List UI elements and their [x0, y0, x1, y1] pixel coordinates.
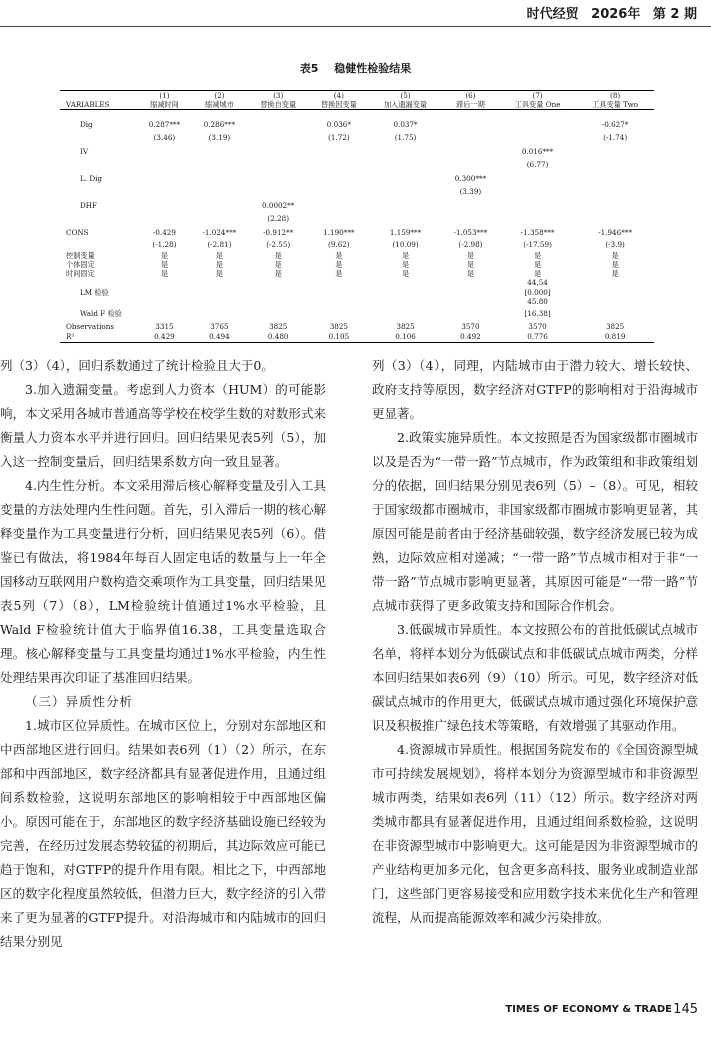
table-cell: 是 [401, 269, 410, 278]
table-cell: 是 [401, 251, 410, 260]
page-number: 145 [673, 1002, 698, 1017]
journal-year: 2026年 [591, 7, 641, 22]
table-cell [576, 145, 654, 157]
table-cell [248, 306, 309, 320]
variables-label: VARIABLES [60, 100, 138, 110]
table-cell: 3825 [396, 321, 415, 331]
table-row [60, 226, 654, 238]
table-cell: 0.016*** [521, 146, 554, 156]
table-cell [138, 287, 191, 297]
table-cell [309, 211, 370, 226]
table-cell [499, 172, 576, 184]
table-row [60, 251, 654, 260]
table-cell: 是 [274, 260, 282, 269]
table-row [60, 172, 654, 184]
table-cell [191, 287, 248, 297]
table-cell [369, 297, 442, 306]
table-row [60, 211, 654, 226]
journal-info [519, 3, 697, 22]
table-cell [138, 211, 191, 226]
table-cell: (6.77) [526, 160, 549, 169]
table-row [60, 184, 654, 199]
table-title [0, 60, 711, 76]
right-column [372, 354, 698, 930]
table-cell: 0.105 [309, 332, 370, 342]
table-header-names [60, 100, 654, 110]
table-cell [138, 306, 191, 320]
table-cell [248, 278, 309, 287]
row-label: Wald F 检验 [80, 308, 122, 318]
row-label: DHF [80, 200, 98, 210]
column-number: (4) [309, 91, 370, 101]
table-cell [191, 172, 248, 184]
table-row [60, 332, 654, 342]
header-blank [60, 91, 138, 101]
table-cell [191, 297, 248, 306]
table-cell: 0.480 [248, 332, 309, 342]
table-row [60, 287, 654, 297]
table-cell [191, 306, 248, 320]
table-cell [138, 172, 191, 184]
table-cell [442, 306, 499, 320]
spacer-cell [60, 110, 654, 119]
table-row [60, 238, 654, 251]
table-cell [309, 172, 370, 184]
table-cell [138, 145, 191, 157]
table-number: 表5 [299, 62, 319, 75]
table-cell: 3570 [528, 321, 547, 331]
table-cell: 3765 [210, 321, 229, 331]
table-cell: 是 [274, 269, 282, 278]
table-cell: -1.024*** [202, 227, 237, 237]
table-cell: (-1.74) [603, 133, 628, 142]
column-number: (6) [442, 91, 499, 101]
column-name: 替换因变量 [309, 100, 370, 110]
table-cell: 是 [215, 269, 223, 278]
paragraph: 3.低碳城市异质性。本文按照公布的首批低碳试点城市名单，将样本划分为低碳试点和非低碳试点城市两类，分样本回归结果如表6列（9）（10）所示。可见，数字经济对低碳试点城市的作用更大，低碳试点城市通过强化环境保护意识及积极推广绿色技术等策略，有效增强了其驱动作用。 [372, 622, 698, 733]
table-cell [191, 211, 248, 226]
table-cell [248, 157, 309, 172]
table-cell [309, 184, 370, 199]
table-cell: (-2.98) [458, 240, 483, 249]
table-cell [191, 199, 248, 211]
journal-name: 时代经贸 [526, 7, 579, 22]
column-number: (2) [191, 91, 248, 101]
table-cell: 1.190*** [323, 227, 355, 237]
table-cell: 是 [533, 251, 542, 260]
row-label: 个体固定 [66, 260, 95, 269]
table-cell: 是 [335, 260, 343, 269]
column-number: (3) [248, 91, 309, 101]
table-cell: (-3.9) [605, 240, 625, 249]
row-label: Dig [80, 119, 93, 129]
table-cell [442, 297, 499, 306]
table-cell: 是 [335, 269, 343, 278]
table-cell: 3825 [329, 321, 348, 331]
row-label: R² [60, 332, 138, 342]
table-cell [576, 157, 654, 172]
table-row [60, 297, 654, 306]
table-cell: (1.72) [328, 133, 350, 142]
table-cell [442, 199, 499, 211]
table-cell: 0.286*** [203, 119, 236, 129]
table-row [60, 306, 654, 320]
table-row [60, 269, 654, 278]
table-title-text: 稳健性检验结果 [334, 62, 412, 75]
table-cell [309, 157, 370, 172]
table-cell [442, 278, 499, 287]
table-cell: 0.300*** [454, 173, 487, 183]
column-number: (5) [369, 91, 442, 101]
table-cell: -0.912** [263, 227, 294, 237]
table-cell [369, 145, 442, 157]
table-cell: (-2.81) [207, 240, 232, 249]
column-name: 缩减时间 [138, 100, 191, 110]
column-name: 滞后一期 [442, 100, 499, 110]
table-cell: 是 [215, 251, 223, 260]
table-cell: 0.819 [576, 332, 654, 342]
table-header-numbers [60, 91, 654, 101]
row-label: LM 检验 [80, 287, 109, 297]
table-row [60, 118, 654, 130]
table-cell [499, 199, 576, 211]
table-cell: 3570 [461, 321, 480, 331]
table-cell: -1.946*** [598, 227, 632, 237]
row-label: IV [80, 146, 89, 156]
table-cell: (3.19) [208, 133, 231, 142]
table-cell: 是 [401, 260, 410, 269]
table-cell [309, 287, 370, 297]
table-cell: 44.54 [527, 278, 548, 287]
table-cell: (-1.28) [152, 240, 177, 249]
table-cell [248, 145, 309, 157]
table-cell: 0.494 [191, 332, 248, 342]
table-cell: (2.28) [267, 214, 290, 223]
paragraph: 4.内生性分析。本文采用滞后核心解释变量及引入工具变量的方法处理内生性问题。首先，引入滞后一期的核心解释变量作为工具变量进行分析，回归结果见表5列（6）。借鉴已有做法，将1984年每百人固定电话的数量与上一年全国移动互联网用户数构造交乘项作为工具变量，回归结果见表5列（7）（8），LM检验统计值通过1%水平检验，且Wald F检验统计值大于临界值16.38，工具变量选取合理。核心解释变量与工具变量均通过1%水平检验，内生性处理结果再次印证了基准回归结果。 [0, 478, 326, 685]
table-cell: 是 [335, 251, 343, 260]
row-label: CONS [66, 227, 89, 237]
column-name: 缩减城市 [191, 100, 248, 110]
table-cell [248, 172, 309, 184]
table-cell: -0.627* [601, 119, 629, 129]
column-name: 工具变量 Two [576, 100, 654, 110]
table-cell [499, 211, 576, 226]
page-header [0, 0, 711, 27]
table-cell [576, 184, 654, 199]
left-column [0, 354, 326, 954]
table-cell: (3.39) [459, 187, 482, 196]
page-footer [372, 1000, 698, 1024]
table-cell: 0.0002** [262, 200, 295, 210]
table-cell [248, 130, 309, 145]
column-name: 替换自变量 [248, 100, 309, 110]
table-cell: -1.358*** [520, 227, 555, 237]
table-cell [499, 130, 576, 145]
table-cell [191, 184, 248, 199]
table-cell [138, 199, 191, 211]
table-cell: 是 [215, 260, 223, 269]
row-label [60, 211, 138, 226]
paragraph: 3.加入遗漏变量。考虑到人力资本（HUM）的可能影响，本文采用各城市普通高等学校在校学生数的对数形式来衡量人力资本水平并进行回归。回归结果见表5列（5），加入这一控制变量后，回归结果系数方向一致且显著。 [0, 382, 326, 469]
table-cell [248, 297, 309, 306]
table-cell [369, 199, 442, 211]
table-row [60, 199, 654, 211]
paragraph: 列（3）（4），回归系数通过了统计检验且大于0。 [0, 358, 274, 373]
table-cell [248, 287, 309, 297]
footer-brand: TIMES OF ECONOMY & TRADE [505, 1004, 672, 1015]
table-cell: 45.80 [527, 297, 548, 306]
table-cell [576, 199, 654, 211]
table-cell: 是 [611, 251, 619, 260]
table-cell [309, 306, 370, 320]
table-cell: 是 [160, 260, 169, 269]
row-label [60, 184, 138, 199]
journal-issue: 第 2 期 [652, 7, 697, 22]
table-cell [138, 278, 191, 287]
table-cell [309, 278, 370, 287]
table-cell [576, 297, 654, 306]
table-cell: 是 [466, 251, 475, 260]
table-row [60, 157, 654, 172]
row-label: 时间固定 [66, 269, 95, 278]
table-cell: (3.46) [153, 133, 176, 142]
table-cell [442, 287, 499, 297]
table-cell [369, 278, 442, 287]
table-cell: 是 [160, 251, 169, 260]
row-label [60, 297, 138, 306]
column-name: 加入遗漏变量 [369, 100, 442, 110]
row-label: L. Dig [80, 173, 103, 183]
paragraph: 4.资源城市异质性。根据国务院发布的《全国资源型城市可持续发展规划》，将样本划分为资源型城市和非资源型城市两类，结果如表6列（11）（12）所示。数字经济对两类城市都具有显著促进作用，且通过组间系数检验，这说明在非资源型城市中影响更大。这可能是因为非资源型城市的产业结构更加多元化，包含更多高科技、服务业或制造业部门，这些部门更容易接受和应用数字技术来优化生产和管理流程，从而提高能源效率和减少污染排放。 [372, 742, 698, 925]
table-cell [248, 184, 309, 199]
table-row [60, 145, 654, 157]
table-cell: 1.159*** [389, 227, 422, 237]
table-row [60, 260, 654, 269]
section-heading: （三）异质性分析 [25, 694, 134, 709]
table-cell: 3825 [605, 321, 625, 331]
table-cell: 0.036* [326, 119, 351, 129]
row-label [60, 157, 138, 172]
table-cell [309, 199, 370, 211]
table-cell: 是 [533, 269, 542, 278]
table-cell [499, 184, 576, 199]
table-cell: 0.287*** [148, 119, 181, 129]
row-label [60, 238, 138, 251]
table-cell [309, 145, 370, 157]
table-cell [576, 278, 654, 287]
column-name: 工具变量 One [499, 100, 576, 110]
spacer-row [60, 110, 654, 119]
table-cell: 是 [160, 269, 169, 278]
table-cell [369, 184, 442, 199]
table-cell [138, 297, 191, 306]
table-cell: -1.053*** [453, 227, 488, 237]
row-label [60, 130, 138, 145]
table-cell [369, 172, 442, 184]
table-cell [309, 297, 370, 306]
table-cell: [16.38] [524, 308, 551, 318]
table-cell [442, 157, 499, 172]
row-label: 控制变量 [66, 251, 95, 260]
table-cell: -0.429 [152, 227, 176, 237]
table-cell: 是 [466, 269, 475, 278]
column-number: (1) [138, 91, 191, 101]
table-cell: 是 [611, 260, 619, 269]
table-cell: 是 [466, 260, 475, 269]
table-cell [442, 118, 499, 130]
table-cell [442, 130, 499, 145]
table-cell: (-17.59) [523, 240, 552, 249]
paragraph: 1.城市区位异质性。在城市区位上，分别对东部地区和中西部地区进行回归。结果如表6列（1）（2）所示，在东部和中西部地区，数字经济都具有显著促进作用，且通过组间系数检验，这说明东部地区的影响相较于中西部地区偏小。原因可能在于，东部地区的数字经济基础设施已经较为完善，在经历过发展态势较猛的初期后，其边际效应可能已趋于饱和，对GTFP的提升作用有限。相比之下，中西部地区的数字化程度虽然较低，但潜力巨大，数字经济的引入带来了更为显著的GTFP提升。对沿海城市和内陆城市的回归结果分别见 [0, 718, 326, 949]
table-cell [576, 211, 654, 226]
paragraph: 2.政策实施异质性。本文按照是否为国家级都市圈城市以及是否为“一带一路”节点城市，作为政策组和非政策组划分的依据，回归结果分别见表6列（5）–（8）。可见，相较于国家级都市圈城市，非国家级都市圈城市影响更显著，其原因可能是前者由于经济基础较强，数字经济发展已较为成熟，边际效应相对递减；“一带一路”节点城市相对于非“一带一路”节点城市影响更显著，其原因可能是“一带一路”节点城市获得了更多政策支持和国际合作机会。 [372, 430, 698, 613]
table-cell: 是 [274, 251, 282, 260]
table-cell [576, 306, 654, 320]
table-cell: 是 [611, 269, 619, 278]
table-cell [442, 211, 499, 226]
table-cell: (-2.55) [266, 240, 291, 249]
robustness-table [60, 90, 654, 343]
table-cell: 0.429 [138, 332, 191, 342]
table-cell: 是 [533, 260, 542, 269]
table-cell [369, 157, 442, 172]
table-cell [191, 157, 248, 172]
table-cell: (9.62) [328, 240, 350, 249]
table-cell [191, 278, 248, 287]
row-label [60, 278, 138, 287]
table-cell: (10.09) [392, 240, 419, 249]
table-cell: 0.776 [499, 332, 576, 342]
table-cell [576, 172, 654, 184]
row-label: Observations [66, 321, 115, 331]
table-row [60, 130, 654, 145]
table-row [60, 320, 654, 332]
table-cell [369, 211, 442, 226]
column-number: (7) [499, 91, 576, 101]
table-cell [138, 184, 191, 199]
table-cell [248, 118, 309, 130]
table-cell [138, 157, 191, 172]
table-cell: 0.037* [393, 119, 418, 129]
table-cell [369, 287, 442, 297]
table-cell: 0.492 [442, 332, 499, 342]
column-number: (8) [576, 91, 654, 101]
paragraph: 列（3）（4），同理，内陆城市由于潜力较大、增长较快、政府支持等原因，数字经济对GTFP的影响相对于沿海城市更显著。 [372, 358, 698, 421]
table-cell [369, 306, 442, 320]
table-cell: 3825 [269, 321, 288, 331]
table-cell [499, 118, 576, 130]
table-cell: (1.75) [394, 133, 417, 142]
table-cell: 0.106 [369, 332, 442, 342]
table-cell: [0.000] [524, 287, 551, 297]
table-cell: 3315 [155, 321, 174, 331]
table-row [60, 278, 654, 287]
table-cell [191, 145, 248, 157]
table-cell [576, 287, 654, 297]
table-cell [442, 145, 499, 157]
